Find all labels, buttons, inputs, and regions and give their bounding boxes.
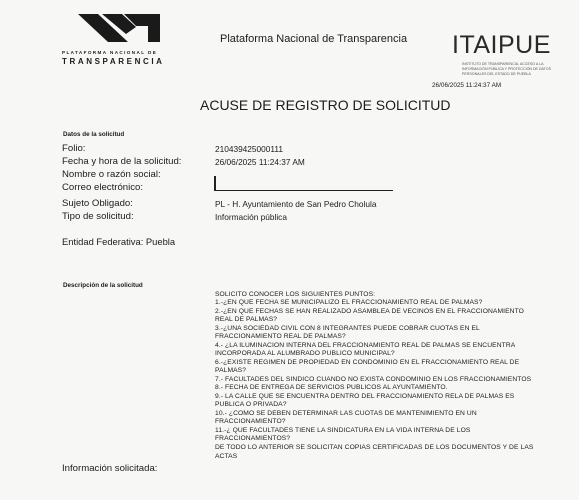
- description-line: 11.-¿ QUE FACULTADES TIENE LA SINDICATURA EN LA VIDA INTERNA DE LOS: [215, 427, 471, 434]
- description-line: SOLICITO CONOCER LOS SIGUIENTES PUNTOS:: [215, 291, 376, 298]
- redaction-mark: [214, 176, 216, 191]
- field-value-fecha: 26/06/2025 11:24:37 AM: [215, 157, 305, 167]
- description-line: 4.- ¿LA ILUMINACION INTERNA DEL FRACCIONAMIENTO REAL DE PALMAS SE ENCUENTRA: [215, 342, 516, 349]
- timestamp-stamp: 26/06/2025 11:24:37 AM: [432, 82, 502, 89]
- description-line: 10.- ¿COMO SE DEBEN DETERMINAR LAS CUOTAS DE MANTENIMIENTO EN UN: [215, 410, 477, 417]
- redaction-line: [215, 190, 393, 191]
- field-label-tipo: Tipo de solicitud:: [62, 211, 134, 222]
- section-datos-label: Datos de la solicitud: [63, 131, 125, 138]
- description-line: ACTAS: [215, 453, 238, 460]
- document-title: ACUSE DE REGISTRO DE SOLICITUD: [200, 97, 451, 113]
- description-line: 7.- FACULTADES DEL SINDICO CUANDO NO EXISTA CONDOMINIO EN LOS FRACCIONAMIENTOS: [215, 376, 532, 383]
- itaipue-caption-3: PERSONALES DEL ESTADO DE PUEBLA: [462, 72, 531, 76]
- field-label-nombre: Nombre o razón social:: [62, 169, 161, 180]
- field-label-folio: Folio:: [62, 143, 86, 154]
- field-label-fecha: Fecha y hora de la solicitud:: [62, 156, 182, 167]
- field-value-tipo: Información pública: [215, 212, 287, 222]
- description-line: 8.- FECHA DE ENTREGA DE SERVICIOS PUBLICOS AL AYUNTAMIENTO.: [215, 384, 448, 391]
- itaipue-caption-1: INSTITUTO DE TRANSPARENCIA, ACCESO A LA: [462, 62, 544, 66]
- field-label-sujeto: Sujeto Obligado:: [62, 198, 133, 209]
- description-line: FRACCIONAMIENTOS?: [215, 435, 291, 442]
- section-descripcion-label: Descripción de la solicitud: [63, 282, 143, 289]
- description-line: INCORPORADA AL ALUMBRADO PUBLICO MUNICIPAL?: [215, 350, 395, 357]
- pnt-logo-icon: [72, 12, 162, 52]
- description-line: PALMAS?: [215, 367, 247, 374]
- description-line: 1.-¿EN QUE FECHA SE MUNICIPALIZO EL FRACCIONAMIENTO REAL DE PALMAS?: [215, 299, 483, 306]
- field-value-folio: 210439425000111: [215, 144, 283, 154]
- description-line: REAL DE PALMAS?: [215, 316, 278, 323]
- info-solicitada-label: Información solicitada:: [62, 463, 158, 474]
- description-line: 9.- LA CALLE QUE SE ENCUENTRA DENTRO DEL FRACCIONAMIENTO RELA DE PALMAS ES: [215, 393, 515, 400]
- description-line: 3.-¿UNA SOCIEDAD CIVIL CON 8 INTEGRANTES PUEDE COBRAR CUOTAS EN EL: [215, 325, 480, 332]
- entidad-federativa: Entidad Federativa: Puebla: [62, 236, 176, 247]
- itaipue-logo-text: ITAIPUE: [452, 31, 551, 59]
- field-label-correo: Correo electrónico:: [62, 182, 144, 193]
- logo-caption-line1: PLATAFORMA NACIONAL DE: [62, 50, 158, 55]
- description-line: FRACCIONAMIENTO?: [215, 418, 286, 425]
- field-value-sujeto: PL - H. Ayuntamiento de San Pedro Cholula: [215, 199, 377, 209]
- description-line: DE TODO LO ANTERIOR SE SOLICITAN COPIAS CERTIFICADAS DE LOS DOCUMENTOS Y DE LAS: [215, 444, 534, 451]
- description-line: 6.-¿EXISTE REGIMEN DE PROPIEDAD EN CONDOMINIO EN EL FRACCIONAMIENTO REAL DE: [215, 359, 520, 366]
- description-line: FRACCIONAMIENTO REAL DE PALMAS?: [215, 333, 346, 340]
- platform-title: Plataforma Nacional de Transparencia: [220, 33, 408, 45]
- description-line: 2.-¿EN QUE FECHAS SE HAN REALIZADO ASAMBLEA DE VECINOS EN EL FRACCIONAMIENTO: [215, 308, 524, 315]
- logo-caption-line2: TRANSPARENCIA: [62, 57, 165, 66]
- itaipue-caption-2: INFORMACIÓN PÚBLICA Y PROTECCIÓN DE DATOS: [462, 67, 551, 71]
- description-line: PUBLICA O PRIVADA?: [215, 401, 287, 408]
